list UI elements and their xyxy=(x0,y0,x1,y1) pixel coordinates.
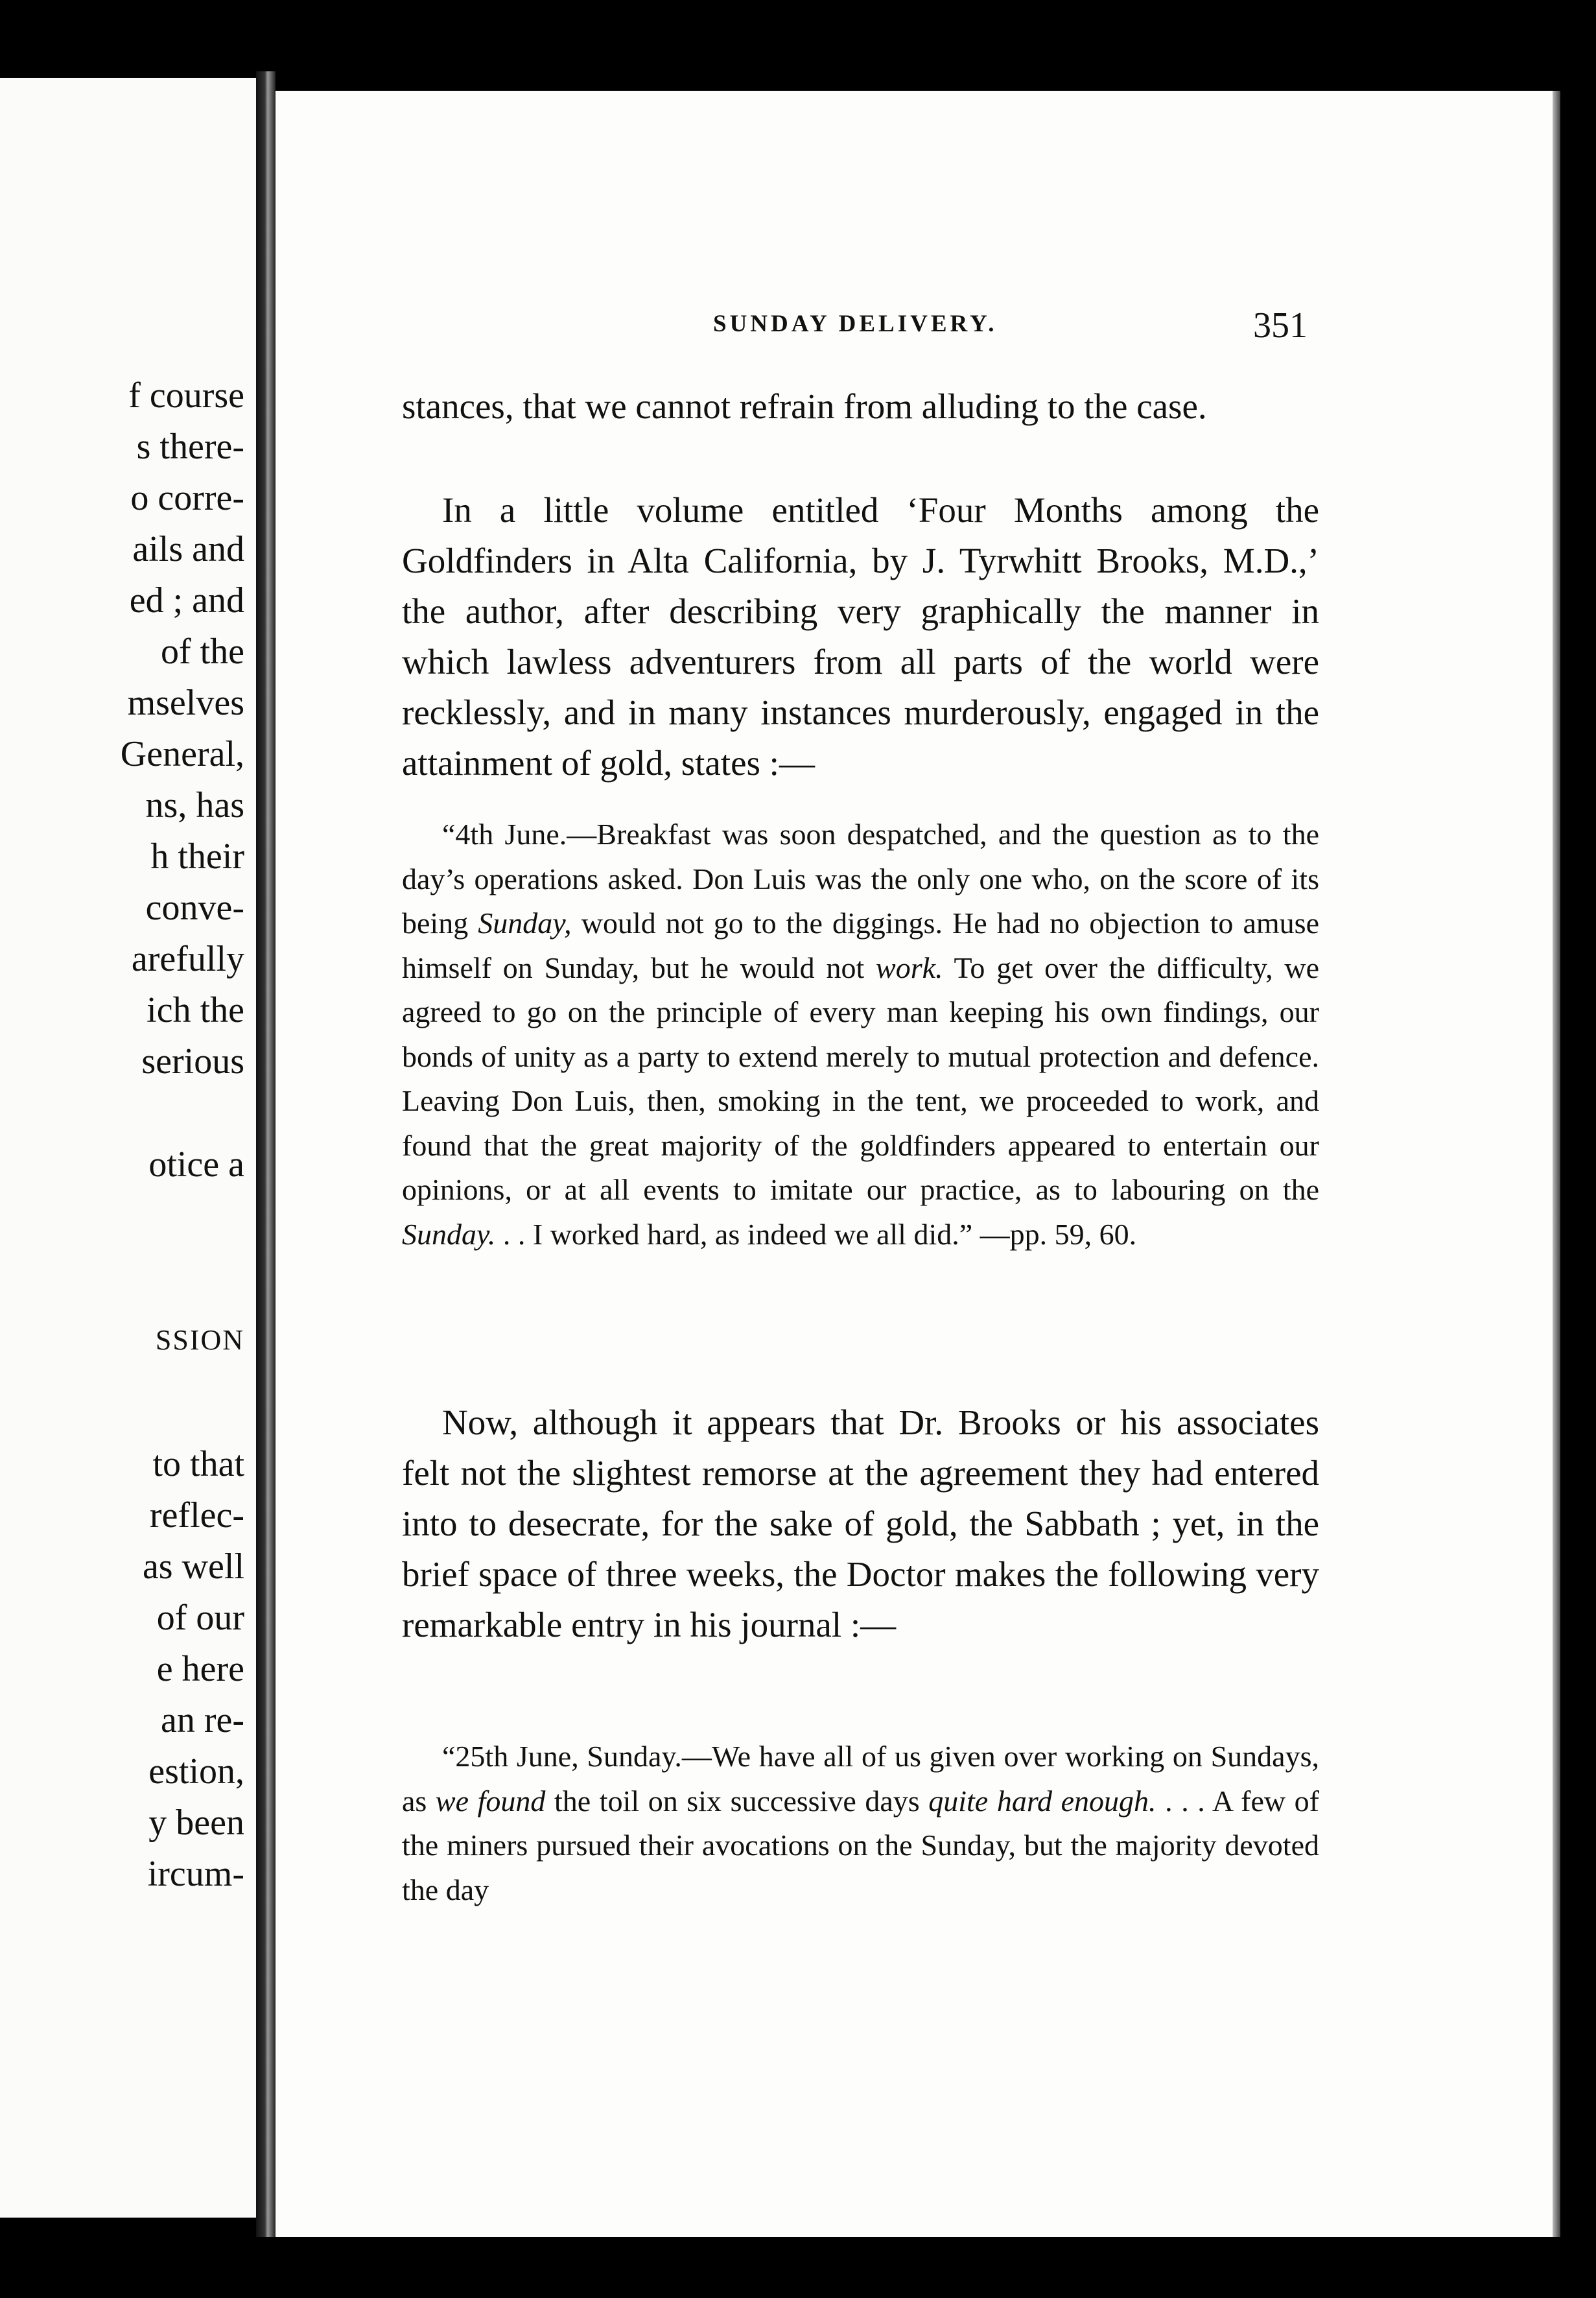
quote-emphasis: Sunday. xyxy=(402,1217,496,1251)
quote-text: the toil on six successive days xyxy=(545,1784,929,1818)
left-line: as well xyxy=(142,1546,244,1587)
paragraph-sabbath: Now, although it appears that Dr. Brooks or his associates felt not the slightest remorse at the agreement they had entered into to desecrate, for the sake of gold, the Sabbath ; yet, in the brief space of three weeks, the Doctor makes the following very remarkable entry in his journal :— xyxy=(402,1403,1319,1644)
right-page xyxy=(276,91,1553,2237)
left-line: ns, has xyxy=(145,785,244,825)
left-line: mselves xyxy=(127,683,244,723)
left-line: conve- xyxy=(145,888,244,928)
left-line: ircum- xyxy=(147,1854,244,1894)
left-line: General, xyxy=(120,734,244,774)
left-line: reflec- xyxy=(149,1495,244,1535)
quote-text: To get over the difficulty, we agreed to go on the principle of every man keeping his own findings, our bonds of unity as a party to extend merely to mutual protection and defence. Leaving Don Luis, then, smoking in the tent, we proceeded to work, and found that the great majority of the goldfinders appeared to entertain our opinions, or at all events to imitate our practice, as to labouring on the xyxy=(402,951,1319,1206)
page-edge xyxy=(1553,91,1560,2237)
quote-text: . . . A few of the miners pursued their avocations on the Sunday, but the majority devoted the day xyxy=(402,1784,1319,1906)
left-line: SSION xyxy=(155,1324,244,1356)
left-line: ails and xyxy=(132,529,244,569)
left-line: to that xyxy=(152,1444,244,1484)
quote-text: “25th June, Sunday.—We have all of us given over working on Sundays, as xyxy=(402,1740,1319,1818)
running-title: SUNDAY DELIVERY. xyxy=(713,311,998,337)
left-line: otice a xyxy=(148,1144,244,1185)
left-line: estion, xyxy=(148,1751,244,1792)
quote-25th-june xyxy=(402,1735,1319,1912)
left-line: ed ; and xyxy=(129,580,244,621)
left-line: y been xyxy=(148,1803,244,1843)
left-page xyxy=(0,78,256,2218)
left-line: s there- xyxy=(136,427,244,467)
left-line: h their xyxy=(150,836,244,877)
left-line: o corre- xyxy=(130,478,244,518)
left-line: arefully xyxy=(131,939,244,979)
page-number: 351 xyxy=(1253,305,1308,346)
left-line: e here xyxy=(156,1649,244,1689)
quote-text: “4th June.—Breakfast was soon despatched, and the question as to the day’s operations asked. Don Luis was the only one who, on the score of its being xyxy=(402,818,1319,940)
left-line: serious xyxy=(141,1041,244,1082)
quote-text: . . I worked hard, as indeed we all did.” —pp. 59, 60. xyxy=(495,1217,1137,1251)
quote-emphasis: we found xyxy=(435,1784,546,1818)
quote-emphasis: quite hard enough. xyxy=(928,1784,1156,1818)
left-line: of our xyxy=(156,1598,244,1638)
quote-4th-june xyxy=(402,812,1319,1257)
quote-emphasis: work. xyxy=(876,951,943,984)
left-line: ich the xyxy=(147,990,244,1030)
paragraph-continuation: stances, that we cannot refrain from alluding to the case. xyxy=(402,386,1207,426)
left-line: f course xyxy=(128,375,244,416)
quote-emphasis: Sunday, xyxy=(478,906,572,940)
paragraph-intro: In a little volume entitled ‘Four Months among the Goldfinders in Alta California, by J. Tyrwhitt Brooks, M.D.,’ the author, after describing very graphically the manner in which lawless adventurers from all parts of the world were recklessly, and in many instances murderously, engaged in the attainment of gold, states :— xyxy=(402,490,1319,783)
quote-text: would not go to the diggings. He had no objection to amuse himself on Sunday, but he would not xyxy=(402,906,1319,984)
left-line: an re- xyxy=(160,1700,244,1740)
left-line: of the xyxy=(160,632,244,672)
book-gutter xyxy=(256,71,276,2237)
